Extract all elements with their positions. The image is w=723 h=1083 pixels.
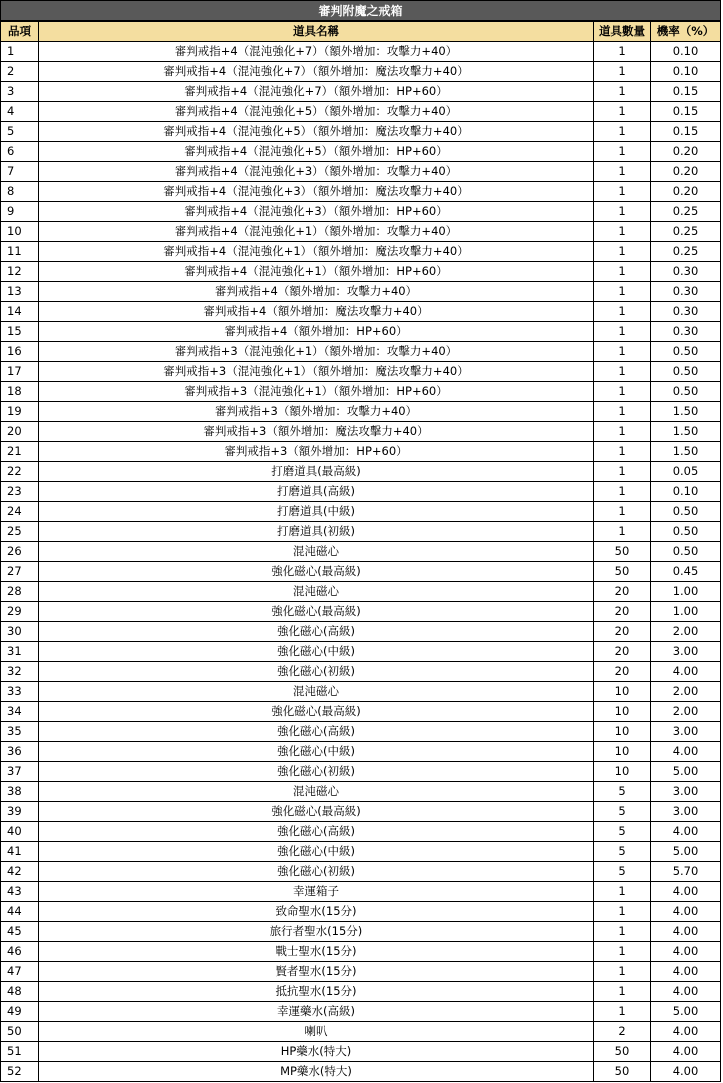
table-row bbox=[1, 122, 721, 142]
item-quantity-cell: 20 bbox=[594, 582, 651, 602]
item-name-cell: 審判戒指+3（額外增加：HP+60） bbox=[39, 442, 594, 462]
item-number-cell: 29 bbox=[1, 602, 39, 622]
table-row bbox=[1, 462, 721, 482]
item-name-cell: 審判戒指+4（混沌強化+7）（額外增加：HP+60） bbox=[39, 82, 594, 102]
item-quantity-cell: 1 bbox=[594, 882, 651, 902]
probability-cell: 0.45 bbox=[651, 562, 721, 582]
probability-cell: 0.50 bbox=[651, 382, 721, 402]
table-row bbox=[1, 202, 721, 222]
item-quantity-cell: 1 bbox=[594, 102, 651, 122]
item-quantity-cell: 1 bbox=[594, 922, 651, 942]
probability-cell: 0.50 bbox=[651, 342, 721, 362]
table-row bbox=[1, 582, 721, 602]
probability-cell: 0.15 bbox=[651, 82, 721, 102]
item-number-cell: 34 bbox=[1, 702, 39, 722]
header-item-quantity: 道具數量 bbox=[594, 22, 651, 42]
probability-cell: 4.00 bbox=[651, 982, 721, 1002]
probability-cell: 1.50 bbox=[651, 442, 721, 462]
item-number-cell: 10 bbox=[1, 222, 39, 242]
item-name-cell: 審判戒指+3（混沌強化+1）（額外增加：攻擊力+40） bbox=[39, 342, 594, 362]
item-number-cell: 18 bbox=[1, 382, 39, 402]
item-number-cell: 40 bbox=[1, 822, 39, 842]
item-quantity-cell: 5 bbox=[594, 782, 651, 802]
table-row bbox=[1, 982, 721, 1002]
item-number-cell: 47 bbox=[1, 962, 39, 982]
item-name-cell: 強化磁心(初級) bbox=[39, 662, 594, 682]
item-number-cell: 19 bbox=[1, 402, 39, 422]
item-quantity-cell: 1 bbox=[594, 362, 651, 382]
table-row bbox=[1, 702, 721, 722]
item-quantity-cell: 1 bbox=[594, 322, 651, 342]
item-number-cell: 5 bbox=[1, 122, 39, 142]
item-number-cell: 11 bbox=[1, 242, 39, 262]
item-name-cell: 審判戒指+4（混沌強化+5）（額外增加：魔法攻擊力+40） bbox=[39, 122, 594, 142]
table-row bbox=[1, 1022, 721, 1042]
item-quantity-cell: 1 bbox=[594, 502, 651, 522]
probability-cell: 0.10 bbox=[651, 62, 721, 82]
probability-cell: 5.00 bbox=[651, 842, 721, 862]
item-quantity-cell: 50 bbox=[594, 562, 651, 582]
item-name-cell: 致命聖水(15分) bbox=[39, 902, 594, 922]
table-row bbox=[1, 222, 721, 242]
probability-cell: 0.10 bbox=[651, 42, 721, 62]
item-quantity-cell: 20 bbox=[594, 622, 651, 642]
header-row bbox=[1, 22, 721, 42]
probability-cell: 0.05 bbox=[651, 462, 721, 482]
item-quantity-cell: 1 bbox=[594, 462, 651, 482]
item-quantity-cell: 20 bbox=[594, 602, 651, 622]
item-name-cell: 審判戒指+4（額外增加：魔法攻擊力+40） bbox=[39, 302, 594, 322]
table-row bbox=[1, 802, 721, 822]
table-row bbox=[1, 622, 721, 642]
item-name-cell: 審判戒指+3（額外增加：攻擊力+40） bbox=[39, 402, 594, 422]
item-quantity-cell: 1 bbox=[594, 62, 651, 82]
item-name-cell: 強化磁心(中級) bbox=[39, 842, 594, 862]
probability-cell: 3.00 bbox=[651, 642, 721, 662]
item-number-cell: 31 bbox=[1, 642, 39, 662]
table-row bbox=[1, 282, 721, 302]
item-number-cell: 41 bbox=[1, 842, 39, 862]
table-row bbox=[1, 62, 721, 82]
probability-cell: 4.00 bbox=[651, 1022, 721, 1042]
item-number-cell: 1 bbox=[1, 42, 39, 62]
item-quantity-cell: 5 bbox=[594, 862, 651, 882]
item-quantity-cell: 50 bbox=[594, 542, 651, 562]
item-name-cell: 強化磁心(最高級) bbox=[39, 702, 594, 722]
item-quantity-cell: 1 bbox=[594, 942, 651, 962]
probability-cell: 3.00 bbox=[651, 722, 721, 742]
table-row bbox=[1, 922, 721, 942]
item-number-cell: 22 bbox=[1, 462, 39, 482]
item-quantity-cell: 5 bbox=[594, 802, 651, 822]
table-row bbox=[1, 902, 721, 922]
probability-cell: 0.50 bbox=[651, 362, 721, 382]
item-number-cell: 52 bbox=[1, 1062, 39, 1082]
item-name-cell: 混沌磁心 bbox=[39, 582, 594, 602]
table-row bbox=[1, 82, 721, 102]
probability-cell: 0.20 bbox=[651, 162, 721, 182]
item-quantity-cell: 1 bbox=[594, 82, 651, 102]
item-name-cell: 強化磁心(高級) bbox=[39, 722, 594, 742]
table-row bbox=[1, 142, 721, 162]
item-quantity-cell: 1 bbox=[594, 182, 651, 202]
table-row bbox=[1, 742, 721, 762]
table-title: 審判附魔之戒箱 bbox=[0, 0, 721, 21]
table-row bbox=[1, 42, 721, 62]
item-quantity-cell: 1 bbox=[594, 222, 651, 242]
table-row bbox=[1, 662, 721, 682]
item-name-cell: 賢者聖水(15分) bbox=[39, 962, 594, 982]
item-name-cell: 打磨道具(最高級) bbox=[39, 462, 594, 482]
item-number-cell: 7 bbox=[1, 162, 39, 182]
table-row bbox=[1, 102, 721, 122]
item-name-cell: 審判戒指+3（混沌強化+1）（額外增加：魔法攻擊力+40） bbox=[39, 362, 594, 382]
table-row bbox=[1, 1002, 721, 1022]
item-name-cell: 強化磁心(初級) bbox=[39, 762, 594, 782]
item-name-cell: 幸運藥水(高級) bbox=[39, 1002, 594, 1022]
item-number-cell: 12 bbox=[1, 262, 39, 282]
item-name-cell: 審判戒指+4（混沌強化+3）（額外增加：HP+60） bbox=[39, 202, 594, 222]
probability-cell: 1.50 bbox=[651, 402, 721, 422]
item-quantity-cell: 1 bbox=[594, 902, 651, 922]
item-quantity-cell: 1 bbox=[594, 122, 651, 142]
probability-cell: 4.00 bbox=[651, 742, 721, 762]
item-quantity-cell: 1 bbox=[594, 162, 651, 182]
probability-cell: 4.00 bbox=[651, 662, 721, 682]
table-row bbox=[1, 1042, 721, 1062]
item-number-cell: 9 bbox=[1, 202, 39, 222]
item-quantity-cell: 1 bbox=[594, 382, 651, 402]
item-quantity-cell: 1 bbox=[594, 482, 651, 502]
item-quantity-cell: 1 bbox=[594, 962, 651, 982]
item-quantity-cell: 50 bbox=[594, 1062, 651, 1082]
item-number-cell: 8 bbox=[1, 182, 39, 202]
probability-cell: 5.00 bbox=[651, 762, 721, 782]
item-quantity-cell: 10 bbox=[594, 682, 651, 702]
header-item-name: 道具名稱 bbox=[39, 22, 594, 42]
item-quantity-cell: 1 bbox=[594, 142, 651, 162]
probability-table bbox=[0, 21, 721, 1082]
item-name-cell: MP藥水(特大) bbox=[39, 1062, 594, 1082]
header-item-number: 品項 bbox=[1, 22, 39, 42]
item-name-cell: 喇叭 bbox=[39, 1022, 594, 1042]
item-quantity-cell: 1 bbox=[594, 522, 651, 542]
item-number-cell: 30 bbox=[1, 622, 39, 642]
probability-cell: 2.00 bbox=[651, 622, 721, 642]
item-number-cell: 21 bbox=[1, 442, 39, 462]
probability-cell: 4.00 bbox=[651, 962, 721, 982]
probability-cell: 4.00 bbox=[651, 1042, 721, 1062]
item-name-cell: 打磨道具(高級) bbox=[39, 482, 594, 502]
table-row bbox=[1, 642, 721, 662]
probability-cell: 0.15 bbox=[651, 102, 721, 122]
item-number-cell: 14 bbox=[1, 302, 39, 322]
item-name-cell: 幸運箱子 bbox=[39, 882, 594, 902]
item-number-cell: 28 bbox=[1, 582, 39, 602]
table-row bbox=[1, 762, 721, 782]
table-row bbox=[1, 562, 721, 582]
item-name-cell: 審判戒指+4（額外增加：HP+60） bbox=[39, 322, 594, 342]
item-name-cell: 強化磁心(高級) bbox=[39, 622, 594, 642]
item-name-cell: 審判戒指+4（混沌強化+5）（額外增加：攻擊力+40） bbox=[39, 102, 594, 122]
item-number-cell: 16 bbox=[1, 342, 39, 362]
probability-cell: 0.30 bbox=[651, 302, 721, 322]
item-quantity-cell: 10 bbox=[594, 702, 651, 722]
item-name-cell: 審判戒指+4（額外增加：攻擊力+40） bbox=[39, 282, 594, 302]
header-probability: 機率（%） bbox=[651, 22, 721, 42]
item-number-cell: 49 bbox=[1, 1002, 39, 1022]
probability-cell: 4.00 bbox=[651, 882, 721, 902]
table-row bbox=[1, 242, 721, 262]
item-quantity-cell: 5 bbox=[594, 822, 651, 842]
table-row bbox=[1, 402, 721, 422]
item-number-cell: 33 bbox=[1, 682, 39, 702]
item-name-cell: 強化磁心(初級) bbox=[39, 862, 594, 882]
item-quantity-cell: 1 bbox=[594, 42, 651, 62]
item-name-cell: 審判戒指+3（混沌強化+1）（額外增加：HP+60） bbox=[39, 382, 594, 402]
item-number-cell: 25 bbox=[1, 522, 39, 542]
item-number-cell: 44 bbox=[1, 902, 39, 922]
item-quantity-cell: 20 bbox=[594, 642, 651, 662]
probability-cell: 0.30 bbox=[651, 282, 721, 302]
item-quantity-cell: 1 bbox=[594, 262, 651, 282]
probability-cell: 0.20 bbox=[651, 182, 721, 202]
table-row bbox=[1, 722, 721, 742]
item-quantity-cell: 10 bbox=[594, 742, 651, 762]
item-quantity-cell: 1 bbox=[594, 422, 651, 442]
probability-cell: 1.50 bbox=[651, 422, 721, 442]
item-name-cell: 審判戒指+4（混沌強化+5）（額外增加：HP+60） bbox=[39, 142, 594, 162]
item-quantity-cell: 1 bbox=[594, 302, 651, 322]
table-row bbox=[1, 162, 721, 182]
item-name-cell: 強化磁心(高級) bbox=[39, 822, 594, 842]
table-row bbox=[1, 602, 721, 622]
item-name-cell: HP藥水(特大) bbox=[39, 1042, 594, 1062]
item-quantity-cell: 1 bbox=[594, 342, 651, 362]
item-name-cell: 抵抗聖水(15分) bbox=[39, 982, 594, 1002]
table-row bbox=[1, 822, 721, 842]
item-quantity-cell: 1 bbox=[594, 282, 651, 302]
probability-cell: 1.00 bbox=[651, 602, 721, 622]
item-number-cell: 13 bbox=[1, 282, 39, 302]
table-row bbox=[1, 182, 721, 202]
item-quantity-cell: 10 bbox=[594, 722, 651, 742]
item-quantity-cell: 1 bbox=[594, 402, 651, 422]
item-number-cell: 42 bbox=[1, 862, 39, 882]
table-row bbox=[1, 542, 721, 562]
table-row bbox=[1, 522, 721, 542]
probability-cell: 3.00 bbox=[651, 782, 721, 802]
item-quantity-cell: 50 bbox=[594, 1042, 651, 1062]
item-number-cell: 43 bbox=[1, 882, 39, 902]
probability-cell: 2.00 bbox=[651, 682, 721, 702]
table-body bbox=[1, 42, 721, 1082]
table-row bbox=[1, 362, 721, 382]
item-number-cell: 35 bbox=[1, 722, 39, 742]
table-row bbox=[1, 782, 721, 802]
item-number-cell: 6 bbox=[1, 142, 39, 162]
table-row bbox=[1, 262, 721, 282]
item-number-cell: 39 bbox=[1, 802, 39, 822]
item-name-cell: 混沌磁心 bbox=[39, 782, 594, 802]
probability-cell: 0.15 bbox=[651, 122, 721, 142]
item-name-cell: 審判戒指+4（混沌強化+1）（額外增加：魔法攻擊力+40） bbox=[39, 242, 594, 262]
item-number-cell: 15 bbox=[1, 322, 39, 342]
table-row bbox=[1, 1062, 721, 1082]
table-row bbox=[1, 842, 721, 862]
item-quantity-cell: 20 bbox=[594, 662, 651, 682]
probability-cell: 0.25 bbox=[651, 202, 721, 222]
item-number-cell: 27 bbox=[1, 562, 39, 582]
item-name-cell: 審判戒指+4（混沌強化+7）（額外增加：魔法攻擊力+40） bbox=[39, 62, 594, 82]
probability-cell: 5.00 bbox=[651, 1002, 721, 1022]
item-name-cell: 混沌磁心 bbox=[39, 542, 594, 562]
item-name-cell: 旅行者聖水(15分) bbox=[39, 922, 594, 942]
item-number-cell: 45 bbox=[1, 922, 39, 942]
table-row bbox=[1, 682, 721, 702]
probability-cell: 0.50 bbox=[651, 522, 721, 542]
item-name-cell: 混沌磁心 bbox=[39, 682, 594, 702]
table-row bbox=[1, 482, 721, 502]
item-number-cell: 36 bbox=[1, 742, 39, 762]
item-name-cell: 強化磁心(中級) bbox=[39, 642, 594, 662]
item-name-cell: 強化磁心(最高級) bbox=[39, 602, 594, 622]
item-number-cell: 37 bbox=[1, 762, 39, 782]
table-row bbox=[1, 382, 721, 402]
probability-cell: 2.00 bbox=[651, 702, 721, 722]
table-row bbox=[1, 342, 721, 362]
table-row bbox=[1, 962, 721, 982]
probability-cell: 0.25 bbox=[651, 242, 721, 262]
probability-cell: 4.00 bbox=[651, 902, 721, 922]
item-number-cell: 4 bbox=[1, 102, 39, 122]
item-number-cell: 46 bbox=[1, 942, 39, 962]
item-name-cell: 強化磁心(最高級) bbox=[39, 802, 594, 822]
probability-cell: 0.50 bbox=[651, 502, 721, 522]
item-number-cell: 32 bbox=[1, 662, 39, 682]
item-name-cell: 強化磁心(最高級) bbox=[39, 562, 594, 582]
probability-cell: 0.30 bbox=[651, 322, 721, 342]
item-number-cell: 26 bbox=[1, 542, 39, 562]
table-row bbox=[1, 442, 721, 462]
item-quantity-cell: 5 bbox=[594, 842, 651, 862]
item-name-cell: 審判戒指+3（額外增加：魔法攻擊力+40） bbox=[39, 422, 594, 442]
probability-cell: 5.70 bbox=[651, 862, 721, 882]
probability-cell: 4.00 bbox=[651, 942, 721, 962]
item-name-cell: 戰士聖水(15分) bbox=[39, 942, 594, 962]
item-quantity-cell: 10 bbox=[594, 762, 651, 782]
item-quantity-cell: 1 bbox=[594, 202, 651, 222]
probability-cell: 0.30 bbox=[651, 262, 721, 282]
probability-cell: 0.10 bbox=[651, 482, 721, 502]
probability-cell: 1.00 bbox=[651, 582, 721, 602]
item-number-cell: 50 bbox=[1, 1022, 39, 1042]
item-number-cell: 48 bbox=[1, 982, 39, 1002]
probability-cell: 4.00 bbox=[651, 822, 721, 842]
item-quantity-cell: 1 bbox=[594, 1002, 651, 1022]
probability-cell: 0.20 bbox=[651, 142, 721, 162]
item-number-cell: 3 bbox=[1, 82, 39, 102]
table-row bbox=[1, 942, 721, 962]
probability-cell: 4.00 bbox=[651, 922, 721, 942]
item-name-cell: 打磨道具(中級) bbox=[39, 502, 594, 522]
item-number-cell: 2 bbox=[1, 62, 39, 82]
probability-cell: 0.50 bbox=[651, 542, 721, 562]
item-quantity-cell: 1 bbox=[594, 242, 651, 262]
item-number-cell: 20 bbox=[1, 422, 39, 442]
item-name-cell: 打磨道具(初級) bbox=[39, 522, 594, 542]
item-name-cell: 審判戒指+4（混沌強化+3）（額外增加：魔法攻擊力+40） bbox=[39, 182, 594, 202]
item-number-cell: 24 bbox=[1, 502, 39, 522]
item-name-cell: 審判戒指+4（混沌強化+1）（額外增加：HP+60） bbox=[39, 262, 594, 282]
table-row bbox=[1, 862, 721, 882]
table-header bbox=[1, 22, 721, 42]
item-name-cell: 審判戒指+4（混沌強化+1）（額外增加：攻擊力+40） bbox=[39, 222, 594, 242]
probability-cell: 0.25 bbox=[651, 222, 721, 242]
item-number-cell: 38 bbox=[1, 782, 39, 802]
item-quantity-cell: 2 bbox=[594, 1022, 651, 1042]
probability-cell: 3.00 bbox=[651, 802, 721, 822]
item-quantity-cell: 1 bbox=[594, 442, 651, 462]
table-row bbox=[1, 502, 721, 522]
item-quantity-cell: 1 bbox=[594, 982, 651, 1002]
table-row bbox=[1, 882, 721, 902]
item-name-cell: 審判戒指+4（混沌強化+7）（額外增加：攻擊力+40） bbox=[39, 42, 594, 62]
table-row bbox=[1, 322, 721, 342]
item-name-cell: 強化磁心(中級) bbox=[39, 742, 594, 762]
item-number-cell: 51 bbox=[1, 1042, 39, 1062]
table-row bbox=[1, 302, 721, 322]
item-number-cell: 17 bbox=[1, 362, 39, 382]
item-number-cell: 23 bbox=[1, 482, 39, 502]
table-row bbox=[1, 422, 721, 442]
probability-cell: 4.00 bbox=[651, 1062, 721, 1082]
item-name-cell: 審判戒指+4（混沌強化+3）（額外增加：攻擊力+40） bbox=[39, 162, 594, 182]
